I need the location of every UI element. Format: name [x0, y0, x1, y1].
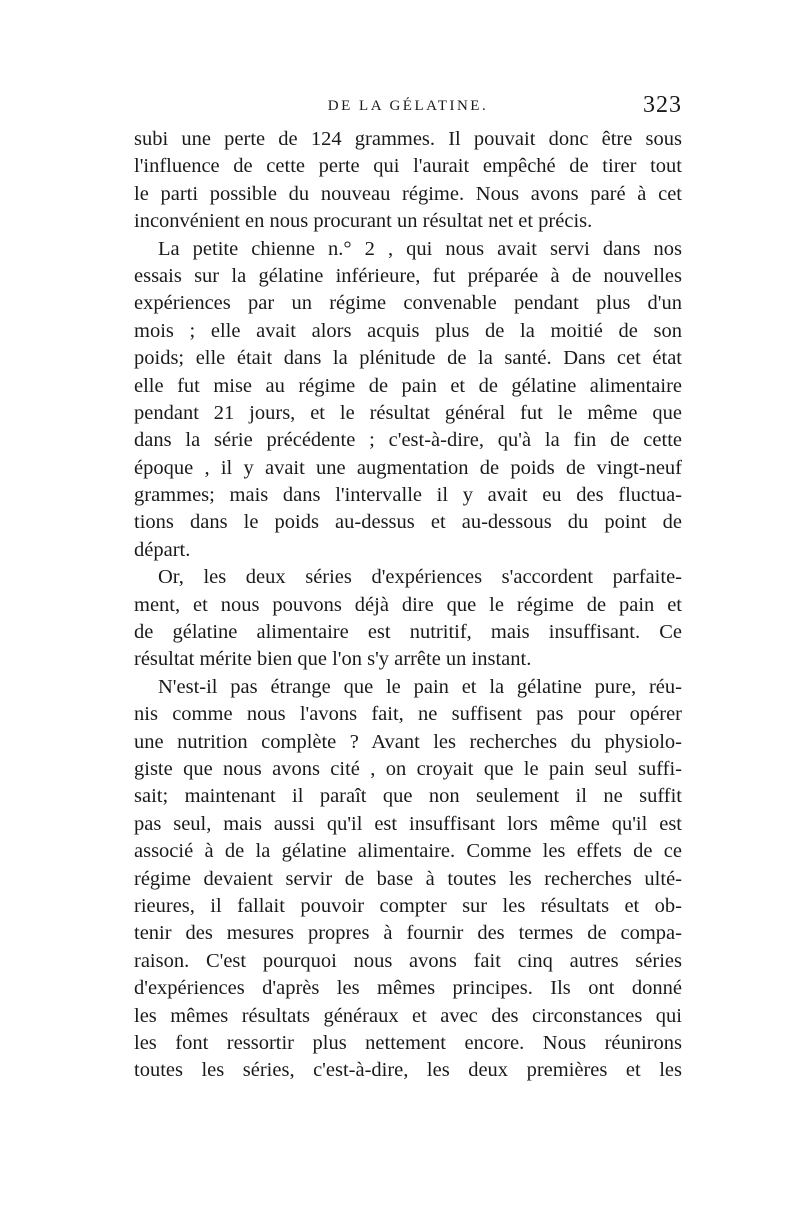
- text-line: tenir des mesures propres à fournir des termes de compa-: [134, 922, 682, 945]
- text-line: nis comme nous l'avons fait, ne suffisent pas pour opérer: [134, 703, 682, 726]
- paragraph-start-line: La petite chienne n.° 2 , qui nous avait servi dans nos: [158, 237, 682, 260]
- text-line: mois ; elle avait alors acquis plus de la moitié de son: [134, 319, 682, 342]
- text-line: d'expériences d'après les mêmes principes. Ils ont donné: [134, 977, 682, 1000]
- text-line: expériences par un régime convenable pendant plus d'un: [134, 292, 682, 315]
- text-line: sait; maintenant il paraît que non seulement il ne suffit: [134, 785, 682, 808]
- text-line: une nutrition complète ? Avant les recherches du physiolo-: [134, 730, 682, 753]
- text-line: le parti possible du nouveau régime. Nous avons paré à cet: [134, 182, 682, 205]
- paragraph-start-line: N'est-il pas étrange que le pain et la gélatine pure, réu-: [158, 675, 682, 698]
- running-head: [134, 92, 682, 122]
- text-line: toutes les séries, c'est-à-dire, les deux premières et les: [134, 1059, 682, 1082]
- text-line: elle fut mise au régime de pain et de gélatine alimentaire: [134, 374, 682, 397]
- paragraph-start-line: Or, les deux séries d'expériences s'accordent parfaite-: [158, 566, 682, 589]
- text-line: ment, et nous pouvons déjà dire que le régime de pain et: [134, 593, 682, 616]
- text-line: résultat mérite bien que l'on s'y arrête un instant.: [134, 648, 532, 671]
- text-line: inconvénient en nous procurant un résultat net et précis.: [134, 210, 593, 233]
- text-line: pendant 21 jours, et le résultat général fut le même que: [134, 401, 682, 424]
- text-line: époque , il y avait une augmentation de poids de vingt-neuf: [134, 456, 682, 479]
- text-line: l'influence de cette perte qui l'aurait empêché de tirer tout: [134, 155, 682, 178]
- text-line: essais sur la gélatine inférieure, fut préparée à de nouvelles: [134, 264, 682, 287]
- text-line: raison. C'est pourquoi nous avons fait cinq autres séries: [134, 949, 682, 972]
- text-line: départ.: [134, 538, 191, 561]
- text-line: de gélatine alimentaire est nutritif, mais insuffisant. Ce: [134, 621, 682, 644]
- text-line: les font ressortir plus nettement encore. Nous réunirons: [134, 1031, 682, 1054]
- text-line: associé à de la gélatine alimentaire. Comme les effets de ce: [134, 840, 682, 863]
- running-title: DE LA GÉLATINE.: [327, 98, 489, 114]
- text-line: poids; elle était dans la plénitude de la santé. Dans cet état: [134, 347, 682, 370]
- text-line: grammes; mais dans l'intervalle il y avait eu des fluctua-: [134, 484, 682, 507]
- text-line: dans la série précédente ; c'est-à-dire, qu'à la fin de cette: [134, 429, 682, 452]
- body-text: [134, 126, 682, 1085]
- text-line: régime devaient servir de base à toutes les recherches ulté-: [134, 867, 682, 890]
- text-line: les mêmes résultats généraux et avec des circonstances qui: [134, 1004, 682, 1027]
- text-line: giste que nous avons cité , on croyait que le pain seul suffi-: [134, 757, 682, 780]
- text-line: tions dans le poids au-dessus et au-dessous du point de: [134, 511, 682, 534]
- text-line: rieures, il fallait pouvoir compter sur les résultats et ob-: [134, 894, 682, 917]
- page-number: 323: [643, 92, 682, 118]
- text-line: pas seul, mais aussi qu'il est insuffisant lors même qu'il est: [134, 812, 682, 835]
- text-line: subi une perte de 124 grammes. Il pouvait donc être sous: [134, 128, 682, 150]
